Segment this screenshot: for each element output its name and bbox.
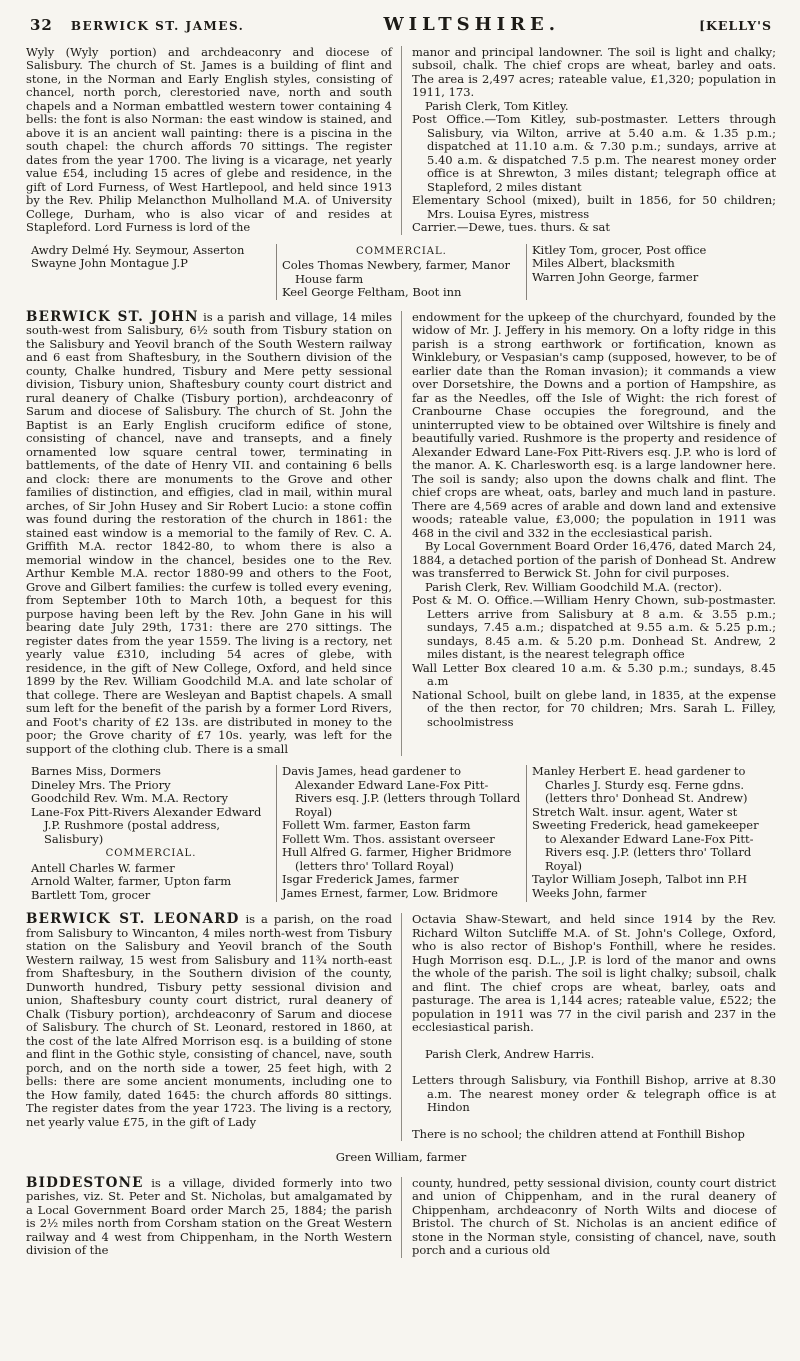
section-biddestone [26, 1174, 776, 1258]
directory-entry: Stretch Walt. insur. agent, Water st [531, 804, 738, 819]
st-james-right-paragraph: manor and principal landowner. The soil is light and chalky; subsoil, chalk. The chief crops are wheat, barley and oats. The area is 2,497 acres; rateable value, £1,320; population in 1911, 173. [412, 44, 776, 99]
st-john-post-office-entry: Post & M. O. Office.—William Henry Chown, sub-postmaster. Letters arrive from Salisbury at 8 a.m. & 3.55 p.m.; sundays, 7.45 a.m.; dispatched at 9.55 a.m. & 5.25 p.m.; sundays, 8.45 a.m. & 5.20 p.m. Donhead St. Andrew, 2 miles distant, is the nearest telegraph office [412, 593, 776, 661]
directory-entry: Barnes Miss, Dormers [31, 764, 161, 778]
st-james-parish-clerk: Parish Clerk, Tom Kitley. [425, 98, 569, 113]
st-leonard-letters-entry: Letters through Salisbury, via Fonthill Bishop, arrive at 8.30 a.m. The nearest money order & telegraph office is at Hindon [412, 1073, 776, 1114]
directory-entry: Weeks John, farmer [531, 885, 647, 900]
directory-entry: Antell Charles W. farmer [31, 860, 175, 875]
directory-entry: Warren John George, farmer [531, 269, 699, 284]
biddestone-paragraph-text: is a village, divided formerly into two parishes, viz. St. Peter and St. Nicholas, but amalgamated by a Local Government Board order March 25, 1884; the parish is 2½ miles north from Corsham station on the Great Western railway and 4 west from Chippenham, in the North Western division of the [26, 1175, 392, 1257]
directory-column [526, 244, 776, 300]
st-leonard-sole-directory-entry: Green William, farmer [335, 1150, 467, 1164]
directory-entry: Davis James, head gardener to Alexander Edward Lane-Fox Pitt-Rivers esq. J.P. (letters through Tollard Royal) [281, 764, 521, 819]
commercial-header: COMMERCIAL. [356, 245, 447, 257]
st-leonard-left-paragraph [26, 913, 392, 1129]
directory-entry: Follett Wm. farmer, Easton farm [281, 818, 471, 832]
directory-column [26, 244, 276, 300]
running-head-publisher: [KELLY'S [699, 18, 772, 33]
biddestone-right-paragraph: county, hundred, petty sessional division, county court district and union of Chippenham, and in the rural deanery of Chippenham, archdeaconry of North Wilts and diocese of Bristol. The church of St. Nicholas is an ancient edifice of stone in the Norman style, consisting of chancel, nave, south porch and a curious old [412, 1175, 776, 1257]
directory-entry: Hull Alfred G. farmer, Higher Bridmore (letters thro' Tollard Royal) [281, 845, 512, 873]
st-leonard-parish-clerk: Parish Clerk, Andrew Harris. [425, 1046, 595, 1061]
directory-entry: Taylor William Joseph, Talbot inn P.H [531, 872, 748, 886]
section-berwick-st-john [26, 308, 776, 903]
directory-entry: Isgar Frederick James, farmer [281, 872, 459, 886]
directory-entry: Follett Wm. Thos. assistant overseer [281, 831, 495, 846]
directory-entry: Swayne John Montague J.P [31, 256, 188, 270]
commercial-header: COMMERCIAL. [105, 848, 197, 859]
directory-entry: Arnold Walter, farmer, Upton farm [31, 874, 232, 888]
section-berwick-st-leonard [26, 913, 776, 1165]
st-james-school-entry: Elementary School (mixed), built in 1856, for 50 children; Mrs. Louisa Eyres, mistress [412, 193, 776, 221]
st-leonard-right-paragraph: Octavia Shaw-Stewart, and held since 1914 by the Rev. Richard Wilton Sutcliffe M.A. of St. John's College, Oxford, who is also rector of Bishop's Fonthill, where he resides. Hugh Morrison esq. D.L., J.P. is lord of the manor and owns the whole of the parish. The soil is light chalky; subsoil, chalk and flint. The chief crops are wheat, barley, oats and pasturage. The area is 1,144 acres; rateable value, £522; the population in 1911 was 77 in the civil parish and 237 in the ecclesiastical parish. [412, 912, 776, 1034]
st-james-post-office-entry: Post Office.—Tom Kitley, sub-postmaster. Letters through Salisbury, via Wilton, arrive at 5.40 a.m. & 1.35 p.m.; dispatched at 11.10 a.m. & 7.30 p.m.; sundays, arrive at 5.40 a.m. & dispatched 7.5 p.m. The nearest money order office is at Shrewton, 3 miles distant; telegraph office at Stapleford, 2 miles distant [412, 112, 776, 194]
st-james-carrier-entry: Carrier.—Dewe, tues. thurs. & sat [412, 220, 610, 234]
biddestone-headword: BIDDESTONE [26, 1174, 144, 1191]
directory-entry: Manley Herbert E. head gardener to Charles J. Sturdy esq. Ferne gdns. (letters thro' Donhead St. Andrew) [531, 764, 748, 805]
st-leonard-paragraph-text: is a parish, on the road from Salisbury to Wincanton, 4 miles north-west from Tisbury station on the Salisbury and Yeovil branch of the South Western railway, 15 west from Salisbury and 11¾ north-east from Shaftesbury, in the Southern division of the county, Dunworth hundred, Tisbury petty sessional division and union, Shaftesbury county court district, rural deanery of Chalk (Tisbury portion), archdeaconry of Sarum and diocese of Salisbury. The church of St. Leonard, restored in 1860, at the cost of the late Alfred Morrison esq. is a building of stone and flint in the Gothic style, consisting of chancel, nave, south porch, and on the north side a tower, 25 feet high, with 2 bells: there are some ancient monuments, including one to the How family, dated 1645: the church affords 80 sittings. The register dates from the year 1723. The living is a rectory, net yearly value £75, in the gift of Lady [26, 912, 393, 1129]
directory-entry: Bartlett Tom, grocer [31, 887, 151, 902]
st-john-board-order-paragraph: By Local Government Board Order 16,476, dated March 24, 1884, a detached portion of the parish of Donhead St. Andrew was transferred to Berwick St. John for civil purposes. [412, 539, 776, 580]
st-john-headword: BERWICK ST. JOHN [26, 308, 199, 325]
directory-entry: Lane-Fox Pitt-Rivers Alexander Edward J.P. Rushmore (postal address, Salisbury) [31, 804, 262, 846]
directory-column [276, 765, 526, 902]
directory-entry: Sweeting Frederick, head gamekeeper to Alexander Edward Lane-Fox Pitt-Rivers esq. J.P. (letters thro' Tollard Royal) [531, 818, 759, 873]
st-john-parish-clerk: Parish Clerk, Rev. William Goodchild M.A. (rector). [425, 579, 723, 594]
biddestone-left-paragraph [26, 1174, 392, 1258]
running-head [30, 14, 772, 35]
directory-entry: Coles Thomas Newbery, farmer, Manor House farm [281, 258, 511, 286]
directory-column [276, 244, 526, 300]
directory-entry: Goodchild Rev. Wm. M.A. Rectory [31, 791, 229, 805]
st-john-wall-letter-box-entry: Wall Letter Box cleared 10 a.m. & 5.30 p.m.; sundays, 8.45 a.m [412, 660, 776, 688]
st-john-directory-list [26, 765, 776, 902]
st-john-national-school-entry: National School, built on glebe land, in 1835, at the expense of the then rector, for 70 children; Mrs. Sarah L. Filley, schoolmistress [412, 687, 776, 729]
directory-entry: James Ernest, farmer, Low. Bridmore [281, 885, 498, 900]
directory-entry: Keel George Feltham, Boot inn [281, 285, 462, 299]
st-john-paragraph-text: is a parish and village, 14 miles south-west from Salisbury, 6½ south from Tisbury station on the Salisbury and Yeovil branch of the South Western railway and 6 east from Shaftesbury, in the Southern division of the county, Chalke hundred, Tisbury and Mere petty sessional division, Tisbury union, Shaftesbury county court district and rural deanery of Chalke (Tisbury portion), archdeaconry of Sarum and diocese of Salisbury. The church of St. John the Baptist is an Early English cruciform edifice of stone, consisting of chancel, nave and transepts, and a finely ornamented low square central tower, terminating in battlements, of the date of Henry VII. and containing 6 bells and clock: there are monuments to the Grove and other families of distinction, and effigies, clad in mail, within mural arches, of Sir John Husey and Sir Robert Lucio: a stone coffin was found during the restoration of the church in 1861: the stained east window is a memorial to the family of Rev. C. A. Griffith M.A. rector 1842-80, to whom there is also a memorial window in the chancel, besides one to the Rev. Arthur Kemble M.A. rector 1880-99 and others to the Foot, Grove and Gilbert families: the curfew is tolled every evening, from September 10th to March 10th, a bequest for this purpose having been left by the Rev. John Gane in his will bearing date July 29th, 1731: there are 270 sittings. The register dates from the year 1559. The living is a rectory, net yearly value £310, including 54 acres of glebe, with residence, in the gift of New College, Oxford, and held since 1899 by the Rev. William Goodchild M.A. and late scholar of that college. There are Wesleyan and Baptist chapels. A small sum left for the benefit of the parish by a former Lord Rivers, and Foot's charity of £2 13s. are distributed in money to the poor; the Grove charity of £7 10s. yearly, was left for the support of the clothing club. There is a small [26, 309, 392, 756]
directory-entry: Dineley Mrs. The Priory [31, 777, 171, 792]
st-leonard-school-note: There is no school; the children attend at Fonthill Bishop [412, 1126, 745, 1141]
directory-column [526, 765, 776, 902]
st-james-left-paragraph: Wyly (Wyly portion) and archdeaconry and diocese of Salisbury. The church of St. James is a building of flint and stone, in the Norman and Early English styles, consisting of chancel, north porch, clerestoried nave, north and south chapels and a Norman embattled western tower containing 4 bells: the font is also Norman: the east window is stained, and above it is an ancient wall painting: there is a piscina in the south chapel: the church affords 70 sittings. The register dates from the year 1700. The living is a vicarage, net yearly value £54, including 15 acres of glebe and residence, in the gift of Lord Furness, of West Hartlepool, and held since 1913 by the Rev. Philip Melancthon Mulholland M.A. of University College, Durham, who is also vicar of and resides at Stapleford. Lord Furness is lord of the [26, 44, 392, 234]
directory-column [26, 765, 276, 902]
st-leonard-headword: BERWICK ST. LEONARD [26, 911, 240, 927]
directory-entry: Awdry Delmé Hy. Seymour, Asserton [31, 242, 245, 257]
running-head-county: WILTSHIRE. [383, 14, 561, 35]
st-john-left-paragraph [26, 308, 392, 757]
section-berwick-st-james [26, 46, 776, 300]
page-number: 32 [30, 16, 53, 34]
directory-entry: Miles Albert, blacksmith [531, 256, 675, 270]
st-james-directory-list [26, 244, 776, 300]
directory-entry: Kitley Tom, grocer, Post office [531, 242, 707, 257]
st-john-right-paragraph: endowment for the upkeep of the churchyard, founded by the widow of Mr. J. Jeffery in his memory. On a lofty ridge in this parish is a strong earthwork or fortification, known as Winklebury, or Vespasian's camp (supposed, however, to be of earlier date than the Roman invasion); it commands a view over Dorsetshire, the Downs and a portion of Hampshire, as far as the Needles, off the Isle of Wight: the rich forest of Cranbourne Chase occupies the foreground, and the uninterrupted view to be obtained over Wiltshire is finely and beautifully varied. Rushmore is the property and residence of Alexander Edward Lane-Fox Pitt-Rivers esq. J.P. who is lord of the manor. A. K. Charlesworth esq. is a large landowner here. The soil is sandy; also upon the downs chalk and flint. The chief crops are wheat, oats, barley and much land in pasture. There are 4,569 acres of arable and down land and extensive woods; rateable value, £3,000; the population in 1911 was 468 in the civil and 332 in the ecclesiastical parish. [412, 309, 776, 540]
running-head-parish: BERWICK ST. JAMES. [70, 19, 245, 33]
